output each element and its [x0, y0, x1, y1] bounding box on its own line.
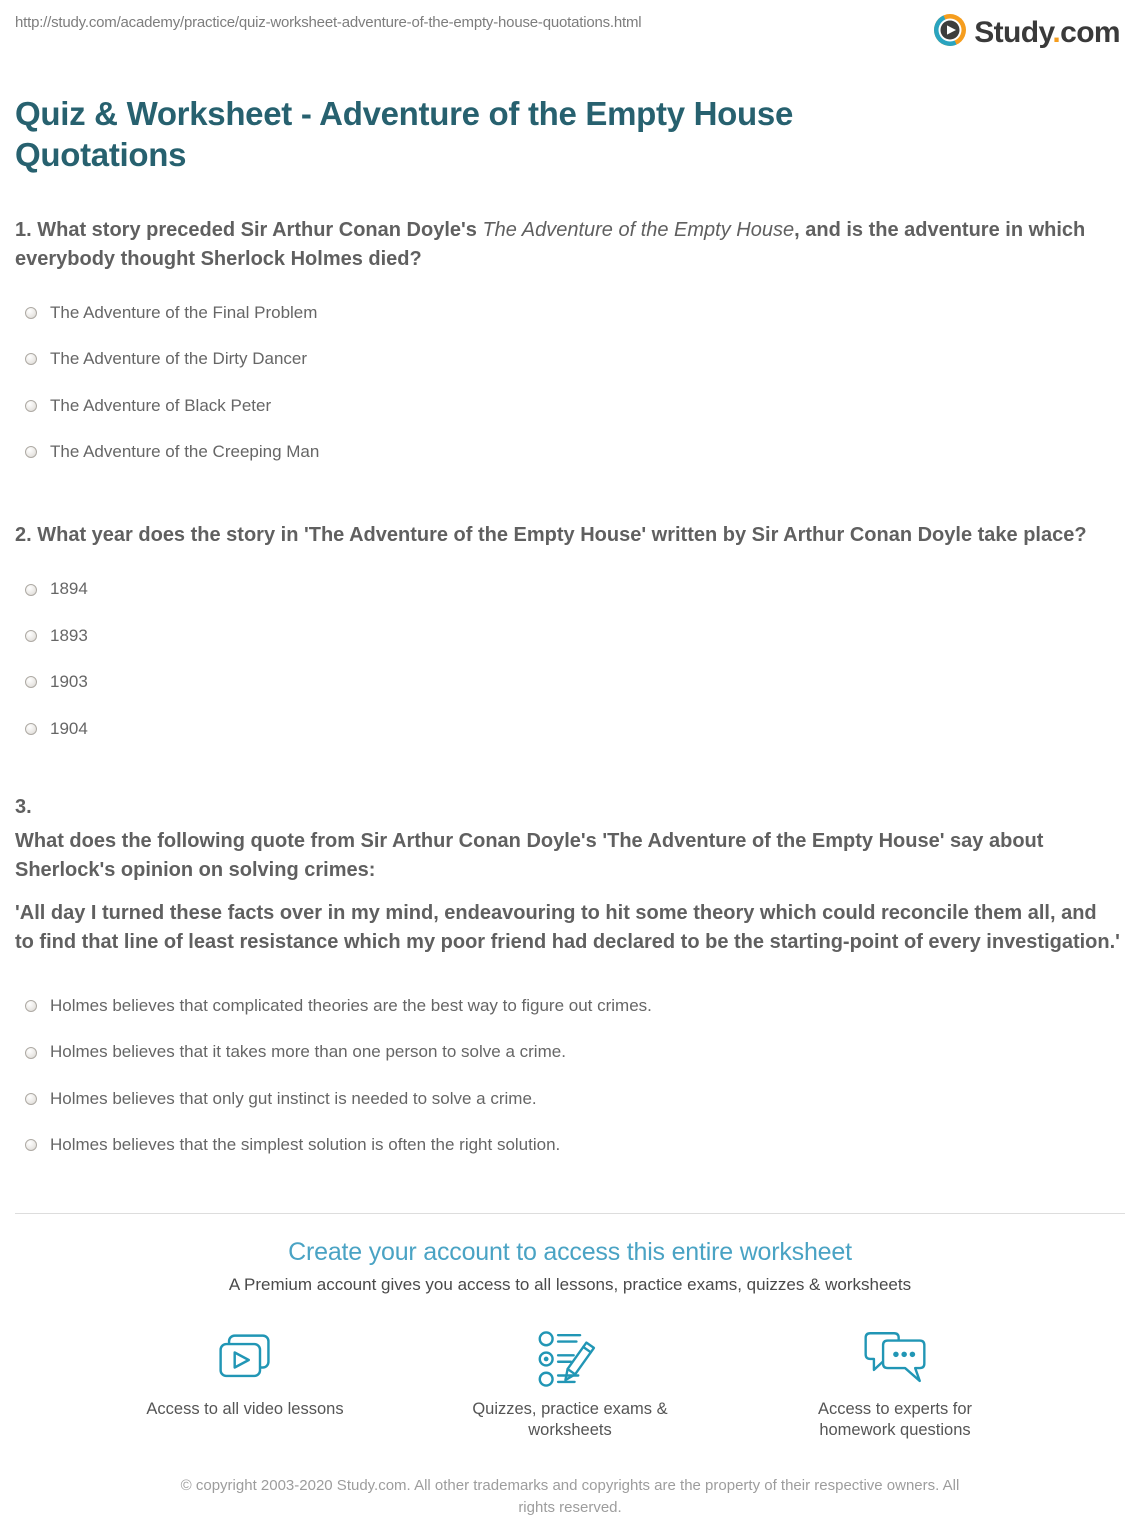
radio-button[interactable]	[25, 1047, 37, 1059]
question-2-text: 2. What year does the story in 'The Adventure of the Empty House' written by Sir Arthur Conan Doyle take place?	[15, 524, 1087, 547]
radio-button[interactable]	[25, 353, 37, 365]
radio-button[interactable]	[25, 676, 37, 688]
question-3-number: 3.	[15, 795, 32, 818]
option-label: Holmes believes that the simplest solution is often the right solution.	[50, 1135, 561, 1155]
answer-option[interactable]	[15, 1076, 1125, 1122]
feature-video-lessons	[128, 1325, 363, 1420]
experts-chat-icon	[778, 1325, 1013, 1389]
feature-quizzes-worksheets	[453, 1325, 688, 1441]
answer-option[interactable]	[15, 1122, 1125, 1168]
option-label: 1894	[50, 579, 88, 599]
cta-title: Create your account to access this entire worksheet	[288, 1237, 852, 1266]
radio-button[interactable]	[25, 446, 37, 458]
question-3-quote: 'All day I turned these facts over in my mind, endeavouring to hit some theory which could reconcile them all, and to find that line of least resistance which my poor friend had declared to be the starting-point of every investigation.'	[15, 901, 1120, 953]
radio-button[interactable]	[25, 400, 37, 412]
question-1-text: 1. What story preceded Sir Arthur Conan Doyle's The Adventure of the Empty House, and is the adventure in which everybody thought Sherlock Holmes died?	[15, 218, 1086, 270]
option-label: 1893	[50, 625, 88, 645]
answer-option[interactable]	[15, 566, 1125, 612]
video-lessons-icon	[128, 1325, 363, 1389]
answer-option[interactable]	[15, 336, 1125, 382]
answer-option[interactable]	[15, 659, 1125, 705]
page-url: http://study.com/academy/practice/quiz-worksheet-adventure-of-the-empty-house-quotations.html	[15, 14, 642, 31]
answer-option[interactable]	[15, 383, 1125, 429]
option-label: Holmes believes that complicated theories are the best way to figure out crimes.	[50, 995, 652, 1015]
studycom-play-icon	[932, 12, 968, 53]
feature-label: Quizzes, practice exams & worksheets	[472, 1399, 668, 1439]
question-3-options	[15, 983, 1125, 1169]
studycom-logo[interactable]	[932, 12, 1120, 53]
feature-label: Access to all video lessons	[146, 1399, 344, 1418]
option-label: The Adventure of the Final Problem	[50, 302, 318, 322]
question-3-text: What does the following quote from Sir Arthur Conan Doyle's 'The Adventure of the Empty House' say about Sherlock's opinion on solving crimes:	[15, 829, 1044, 881]
copyright-notice: © copyright 2003-2020 Study.com. All other trademarks and copyrights are the property of their respective owners. All rights reserved.	[180, 1476, 960, 1517]
option-label: The Adventure of the Dirty Dancer	[50, 349, 308, 369]
option-label: Holmes believes that it takes more than one person to solve a crime.	[50, 1042, 566, 1062]
answer-option[interactable]	[15, 290, 1125, 336]
feature-label: Access to experts for homework questions	[817, 1399, 973, 1439]
radio-button[interactable]	[25, 723, 37, 735]
question-1-options	[15, 290, 1125, 476]
logo-wordmark: Study.com	[974, 15, 1120, 49]
answer-option[interactable]	[15, 429, 1125, 475]
option-label: 1904	[50, 718, 88, 738]
radio-button[interactable]	[25, 1139, 37, 1151]
option-label: The Adventure of Black Peter	[50, 395, 272, 415]
feature-list	[15, 1325, 1125, 1441]
question-2-options	[15, 566, 1125, 752]
page-title: Quiz & Worksheet - Adventure of the Empty House Quotations	[15, 95, 793, 173]
quizzes-worksheets-icon	[453, 1325, 688, 1389]
question-3	[15, 796, 1125, 1169]
radio-button[interactable]	[25, 584, 37, 596]
cta-section	[15, 1238, 1125, 1441]
question-1	[15, 216, 1125, 476]
radio-button[interactable]	[25, 1093, 37, 1105]
question-2	[15, 521, 1125, 752]
feature-experts-chat	[778, 1325, 1013, 1441]
cta-subtitle: A Premium account gives you access to all lessons, practice exams, quizzes & worksheets	[228, 1274, 912, 1294]
radio-button[interactable]	[25, 630, 37, 642]
answer-option[interactable]	[15, 706, 1125, 752]
answer-option[interactable]	[15, 613, 1125, 659]
answer-option[interactable]	[15, 1029, 1125, 1075]
answer-option[interactable]	[15, 983, 1125, 1029]
header	[15, 12, 1125, 52]
radio-button[interactable]	[25, 1000, 37, 1012]
option-label: Holmes believes that only gut instinct is needed to solve a crime.	[50, 1088, 537, 1108]
option-label: The Adventure of the Creeping Man	[50, 441, 320, 461]
option-label: 1903	[50, 672, 88, 692]
section-divider	[15, 1213, 1125, 1214]
radio-button[interactable]	[25, 307, 37, 319]
